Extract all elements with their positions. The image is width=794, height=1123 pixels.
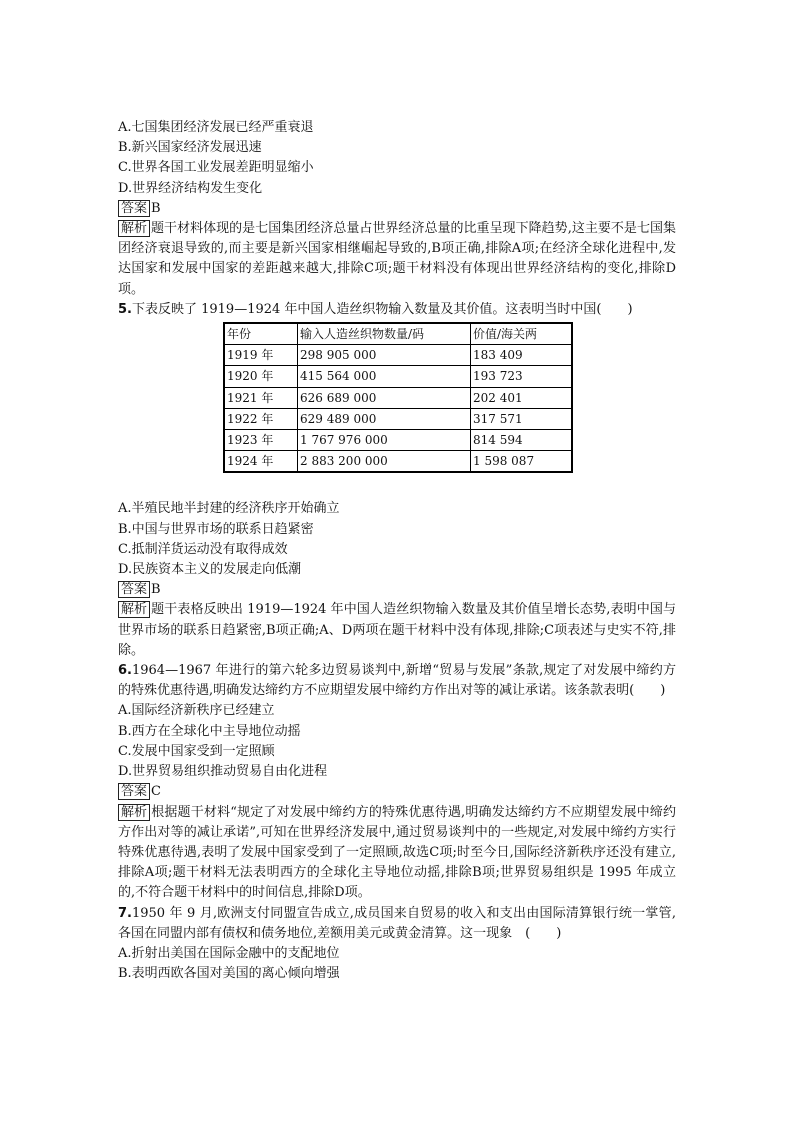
answer-row xyxy=(118,580,676,600)
table-cell: 1919 年 xyxy=(224,345,298,366)
table-cell: 1924 年 xyxy=(224,451,298,473)
table-cell: 626 689 000 xyxy=(298,387,471,408)
analysis-text: 题干表格反映出 1919—1924 年中国人造丝织物输入数量及其价值呈增长态势,表明中国与世界市场的联系日趋紧密,B项正确;A、D两项在题干材料中没有体现,排除;C项表述与史实不符,排除。 xyxy=(118,602,676,658)
option-d: D.世界贸易组织推动贸易自由化进程 xyxy=(118,764,328,780)
table-header-row xyxy=(224,323,572,345)
answer-row xyxy=(118,782,676,802)
stem-text: 1964—1967 年进行的第六轮多边贸易谈判中,新增“贸易与发展”条款,规定了对发展中缔约方的特殊优惠待遇,明确发达缔约方不应期望发展中缔约方作出对等的减让承诺。该条款表明( ) xyxy=(118,663,676,699)
option-a: A.半殖民地半封建的经济秩序开始确立 xyxy=(118,501,340,517)
answer-row xyxy=(118,199,676,219)
answer-value: B xyxy=(151,582,161,598)
table-cell: 814 594 xyxy=(471,430,573,451)
question-number: 5. xyxy=(118,301,132,317)
table-cell: 193 723 xyxy=(471,366,573,387)
table-cell: 1 598 087 xyxy=(471,451,573,473)
question-stem xyxy=(118,904,676,944)
table-cell: 183 409 xyxy=(471,345,573,366)
option-d: D.民族资本主义的发展走向低潮 xyxy=(118,562,302,578)
option-b: B.新兴国家经济发展迅速 xyxy=(118,140,262,156)
table-row xyxy=(224,345,572,366)
option-c: C.世界各国工业发展差距明显缩小 xyxy=(118,160,314,176)
option-c: C.抵制洋货运动没有取得成效 xyxy=(118,541,288,557)
answer-label: 答案 xyxy=(118,581,150,598)
answer-label: 答案 xyxy=(118,783,150,800)
question-stem xyxy=(118,300,676,320)
table-cell: 415 564 000 xyxy=(298,366,471,387)
analysis-row xyxy=(118,600,676,661)
answer-value: B xyxy=(151,200,161,216)
analysis-row xyxy=(118,803,676,904)
table-row xyxy=(224,387,572,408)
header-cell: 价值/海关两 xyxy=(471,323,573,345)
option-a: A.折射出美国在国际金融中的支配地位 xyxy=(118,945,340,961)
answer-value: C xyxy=(151,784,161,800)
option-a: A.七国集团经济发展已经严重衰退 xyxy=(118,120,314,135)
table-cell: 202 401 xyxy=(471,387,573,408)
answer-label: 答案 xyxy=(118,200,150,217)
analysis-row xyxy=(118,219,676,300)
table-row xyxy=(224,430,572,451)
table-cell: 1922 年 xyxy=(224,408,298,429)
table-cell: 629 489 000 xyxy=(298,408,471,429)
stem-text: 下表反映了 1919—1924 年中国人造丝织物输入数量及其价值。这表明当时中国( ) xyxy=(131,301,633,317)
table-cell: 317 571 xyxy=(471,408,573,429)
option-a: A.国际经济新秩序已经建立 xyxy=(118,703,275,719)
header-cell: 输入人造丝织物数量/码 xyxy=(298,323,471,345)
option-b: B.表明西欧各国对美国的离心倾向增强 xyxy=(118,966,340,982)
question-number: 6. xyxy=(118,663,132,679)
table-row xyxy=(224,451,572,473)
table-cell: 1923 年 xyxy=(224,430,298,451)
option-b: B.中国与世界市场的联系日趋紧密 xyxy=(118,521,314,537)
question-6 xyxy=(118,661,676,903)
question-number: 7. xyxy=(118,905,132,921)
table-cell: 298 905 000 xyxy=(298,345,471,366)
question-stem xyxy=(118,661,676,701)
document-page xyxy=(118,118,676,984)
analysis-label: 解析 xyxy=(118,220,150,237)
question-7 xyxy=(118,904,676,985)
option-c: C.发展中国家受到一定照顾 xyxy=(118,743,275,759)
table-cell: 1921 年 xyxy=(224,387,298,408)
question-4 xyxy=(118,118,676,300)
table-cell: 1920 年 xyxy=(224,366,298,387)
table-cell: 1 767 976 000 xyxy=(298,430,471,451)
analysis-text: 根据题干材料“规定了对发展中缔约方的特殊优惠待遇,明确发达缔约方不应期望发展中缔约方作出对等的减让承诺”,可知在世界经济发展中,通过贸易谈判中的一些规定,对发展中缔约方实行特殊优惠待遇,表明了发展中国家受到了一定照顾,故选C项;时至今日,国际经济新秩序还没有建立,排除A项;题干材料无法表明西方的全球化主导地位动摇,排除B项;世界贸易组织是 1995 年成立的,不符合题干材料中的时间信息,排除D项。 xyxy=(118,804,676,901)
table-row xyxy=(224,366,572,387)
table-row xyxy=(224,408,572,429)
table-cell: 2 883 200 000 xyxy=(298,451,471,473)
analysis-label: 解析 xyxy=(118,601,150,618)
analysis-label: 解析 xyxy=(118,804,150,821)
spacer xyxy=(118,473,676,499)
option-d: D.世界经济结构发生变化 xyxy=(118,180,263,196)
stem-text: 1950 年 9 月,欧洲支付同盟宣告成立,成员国来自贸易的收入和支出由国际清算银行统一掌管,各国在同盟内部有债权和债务地位,差额用美元或黄金清算。这一现象 ( ) xyxy=(118,905,676,941)
header-cell: 年份 xyxy=(224,323,298,345)
analysis-text: 题干材料体现的是七国集团经济总量占世界经济总量的比重呈现下降趋势,这主要不是七国集团经济衰退导致的,而主要是新兴国家相继崛起导致的,B项正确,排除A项;在经济全球化进程中,发达国家和发展中国家的差距越来越大,排除C项;题干材料没有体现出世界经济结构的变化,排除D项。 xyxy=(118,221,676,297)
option-b: B.西方在全球化中主导地位动摇 xyxy=(118,723,301,739)
question-5 xyxy=(118,300,676,661)
import-table xyxy=(223,322,573,473)
